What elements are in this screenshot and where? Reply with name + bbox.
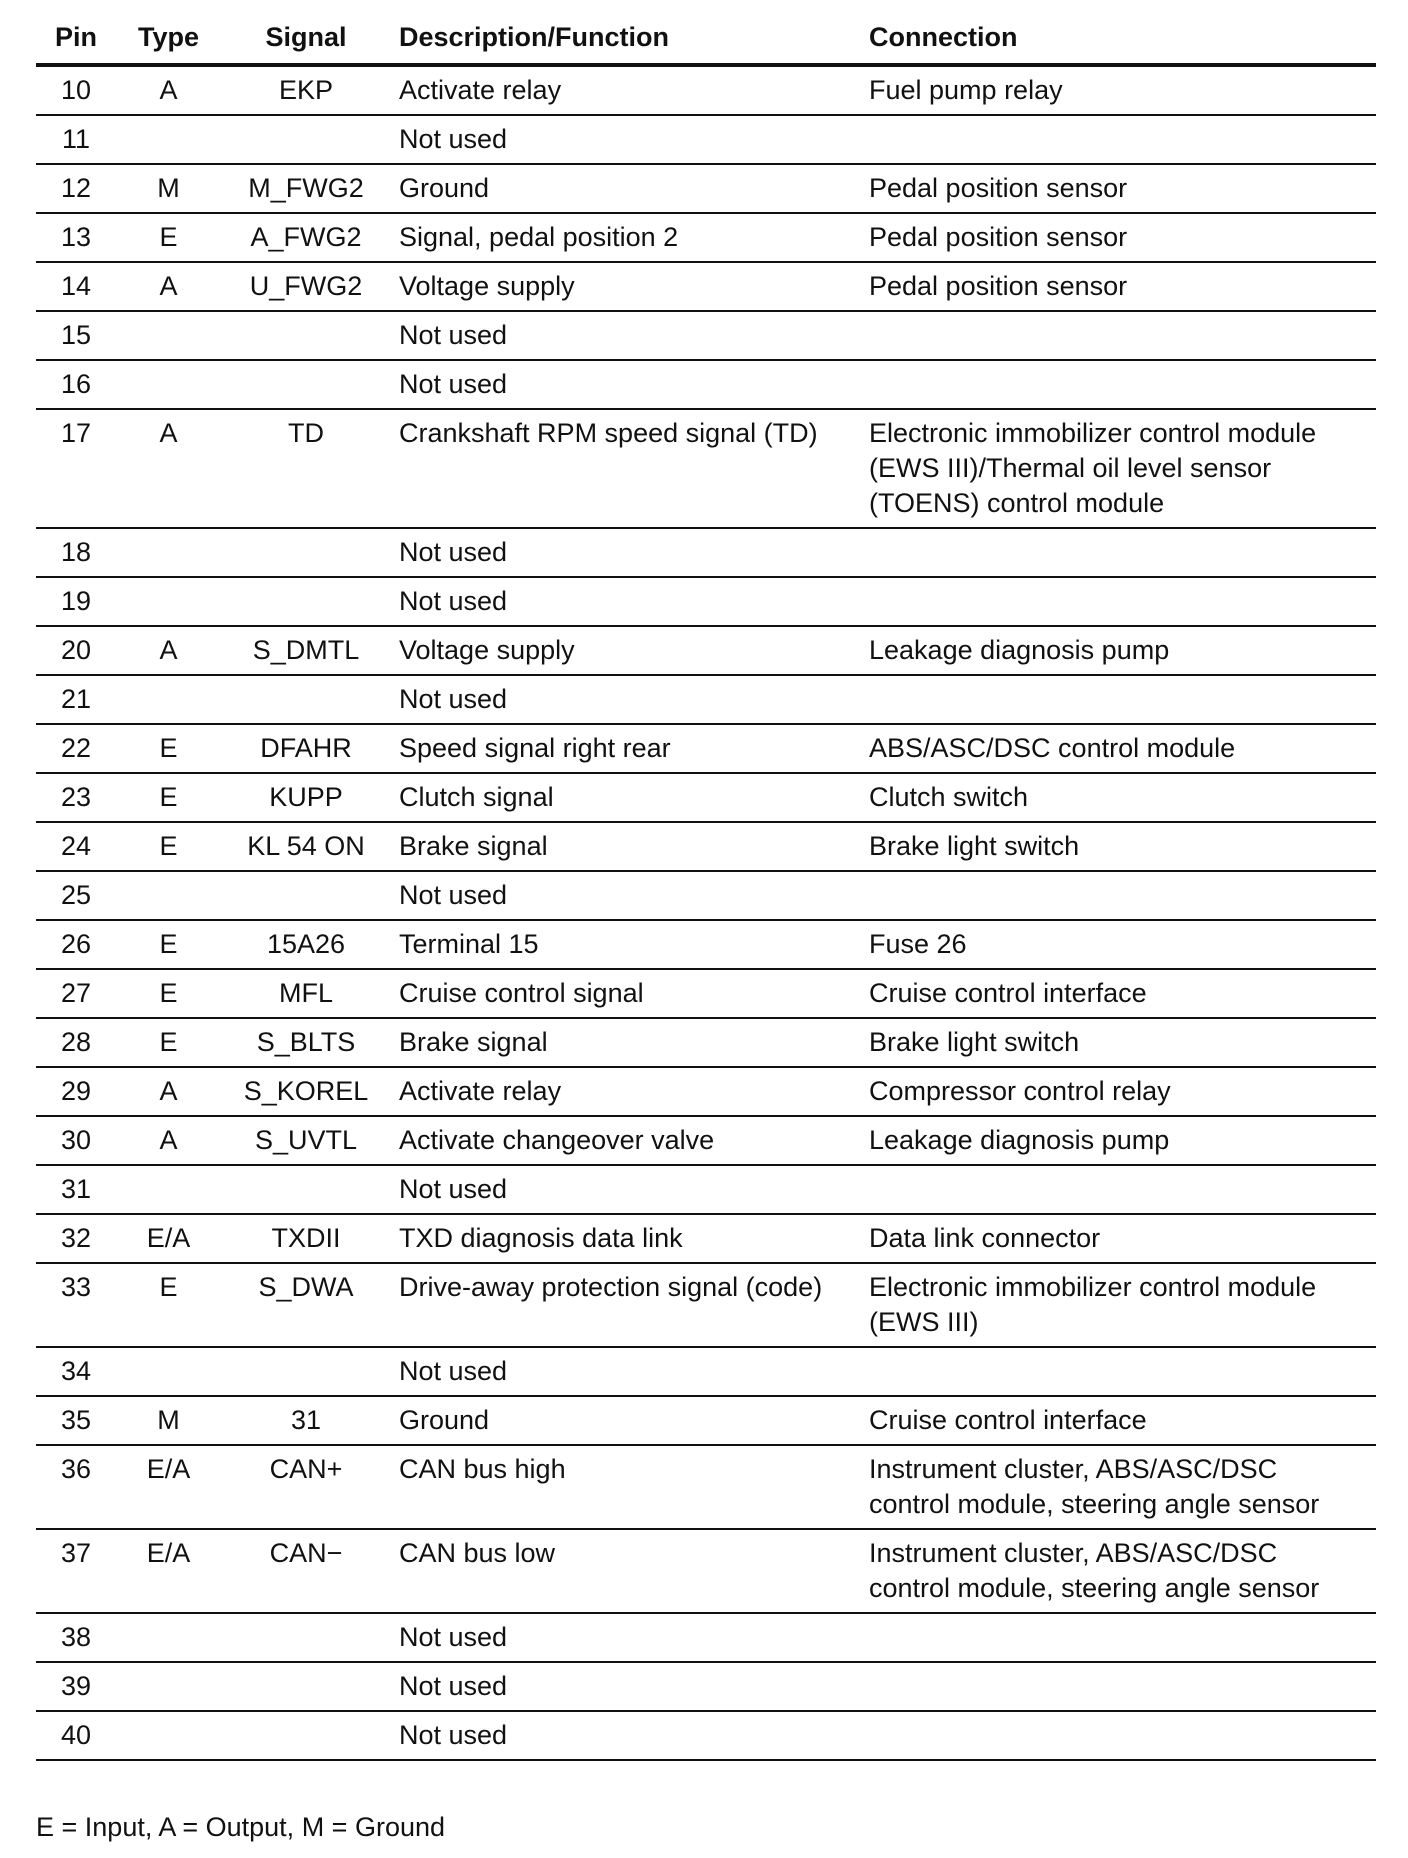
cell-signal: CAN− [221, 1529, 391, 1613]
cell-signal [221, 1165, 391, 1214]
cell-description: Not used [391, 360, 861, 409]
cell-signal: A_FWG2 [221, 213, 391, 262]
table-row [36, 1347, 1376, 1396]
cell-connection: Leakage diagnosis pump [861, 626, 1376, 675]
table-row [36, 920, 1376, 969]
cell-description: Not used [391, 871, 861, 920]
cell-connection: Brake light switch [861, 822, 1376, 871]
cell-type: A [116, 409, 221, 528]
cell-pin: 37 [36, 1529, 116, 1613]
cell-connection: Leakage diagnosis pump [861, 1116, 1376, 1165]
cell-description: Ground [391, 1396, 861, 1445]
cell-type: A [116, 1067, 221, 1116]
cell-type: A [116, 262, 221, 311]
cell-connection: Instrument cluster, ABS/ASC/DSC control module, steering angle sensor [861, 1445, 1376, 1529]
cell-type: E [116, 724, 221, 773]
table-row [36, 1396, 1376, 1445]
cell-connection: Fuel pump relay [861, 65, 1376, 115]
cell-description: Voltage supply [391, 626, 861, 675]
table-row [36, 1214, 1376, 1263]
cell-pin: 19 [36, 577, 116, 626]
cell-connection: Instrument cluster, ABS/ASC/DSC control module, steering angle sensor [861, 1529, 1376, 1613]
cell-signal: 15A26 [221, 920, 391, 969]
cell-description: Not used [391, 1662, 861, 1711]
cell-description: Activate relay [391, 65, 861, 115]
cell-connection: Pedal position sensor [861, 164, 1376, 213]
cell-connection [861, 528, 1376, 577]
cell-description: Not used [391, 1347, 861, 1396]
cell-connection: Fuse 26 [861, 920, 1376, 969]
cell-connection: Electronic immobilizer control module (EWS III)/Thermal oil level sensor (TOENS) control module [861, 409, 1376, 528]
table-row [36, 675, 1376, 724]
table-row [36, 1662, 1376, 1711]
legend-footnote: E = Input, A = Output, M = Ground [36, 1812, 446, 1842]
header-type: Type [116, 8, 221, 65]
table-row [36, 969, 1376, 1018]
cell-connection: Brake light switch [861, 1018, 1376, 1067]
cell-type: E [116, 920, 221, 969]
cell-pin: 35 [36, 1396, 116, 1445]
cell-signal: S_BLTS [221, 1018, 391, 1067]
cell-signal: U_FWG2 [221, 262, 391, 311]
table-row [36, 1067, 1376, 1116]
table-row [36, 262, 1376, 311]
cell-description: Not used [391, 1711, 861, 1760]
cell-pin: 29 [36, 1067, 116, 1116]
cell-signal: CAN+ [221, 1445, 391, 1529]
cell-connection: Pedal position sensor [861, 213, 1376, 262]
cell-connection [861, 360, 1376, 409]
cell-connection: Pedal position sensor [861, 262, 1376, 311]
cell-type: E [116, 773, 221, 822]
table-row [36, 213, 1376, 262]
cell-connection [861, 675, 1376, 724]
cell-connection: Compressor control relay [861, 1067, 1376, 1116]
cell-type [116, 871, 221, 920]
table-row [36, 822, 1376, 871]
cell-pin: 38 [36, 1613, 116, 1662]
cell-pin: 26 [36, 920, 116, 969]
cell-pin: 33 [36, 1263, 116, 1347]
cell-connection: Data link connector [861, 1214, 1376, 1263]
cell-pin: 28 [36, 1018, 116, 1067]
cell-signal: S_DMTL [221, 626, 391, 675]
cell-signal [221, 1711, 391, 1760]
cell-connection [861, 1347, 1376, 1396]
cell-type [116, 115, 221, 164]
cell-pin: 22 [36, 724, 116, 773]
header-description: Description/Function [391, 8, 861, 65]
cell-connection: Cruise control interface [861, 969, 1376, 1018]
cell-description: Drive-away protection signal (code) [391, 1263, 861, 1347]
header-connection: Connection [861, 8, 1376, 65]
cell-connection [861, 1711, 1376, 1760]
cell-description: Speed signal right rear [391, 724, 861, 773]
cell-type [116, 1711, 221, 1760]
table-row [36, 1445, 1376, 1529]
cell-pin: 16 [36, 360, 116, 409]
cell-type [116, 577, 221, 626]
cell-pin: 31 [36, 1165, 116, 1214]
table-row [36, 528, 1376, 577]
table-row [36, 626, 1376, 675]
cell-type: A [116, 626, 221, 675]
cell-type [116, 1347, 221, 1396]
cell-pin: 27 [36, 969, 116, 1018]
cell-description: Activate changeover valve [391, 1116, 861, 1165]
cell-description: Not used [391, 675, 861, 724]
cell-pin: 18 [36, 528, 116, 577]
cell-connection [861, 1662, 1376, 1711]
table-header-row [36, 8, 1376, 65]
table-row [36, 773, 1376, 822]
header-signal: Signal [221, 8, 391, 65]
cell-pin: 32 [36, 1214, 116, 1263]
cell-type: E/A [116, 1445, 221, 1529]
table-row [36, 1116, 1376, 1165]
cell-connection: ABS/ASC/DSC control module [861, 724, 1376, 773]
cell-pin: 21 [36, 675, 116, 724]
cell-description: Not used [391, 528, 861, 577]
cell-description: CAN bus low [391, 1529, 861, 1613]
cell-description: Cruise control signal [391, 969, 861, 1018]
cell-description: Signal, pedal position 2 [391, 213, 861, 262]
cell-signal [221, 528, 391, 577]
table-row [36, 360, 1376, 409]
cell-description: Activate relay [391, 1067, 861, 1116]
cell-signal [221, 1347, 391, 1396]
cell-description: CAN bus high [391, 1445, 861, 1529]
table-row [36, 409, 1376, 528]
table-row [36, 577, 1376, 626]
cell-signal: DFAHR [221, 724, 391, 773]
cell-description: Not used [391, 1613, 861, 1662]
table-row [36, 1711, 1376, 1760]
cell-description: Ground [391, 164, 861, 213]
cell-connection: Clutch switch [861, 773, 1376, 822]
cell-type [116, 528, 221, 577]
table-row [36, 164, 1376, 213]
cell-pin: 40 [36, 1711, 116, 1760]
cell-signal: S_DWA [221, 1263, 391, 1347]
table-row [36, 311, 1376, 360]
cell-signal [221, 115, 391, 164]
cell-description: Voltage supply [391, 262, 861, 311]
cell-pin: 30 [36, 1116, 116, 1165]
cell-signal: EKP [221, 65, 391, 115]
cell-connection [861, 577, 1376, 626]
cell-signal: MFL [221, 969, 391, 1018]
cell-type: E [116, 822, 221, 871]
cell-description: Brake signal [391, 822, 861, 871]
cell-signal: TXDII [221, 1214, 391, 1263]
table-row [36, 724, 1376, 773]
cell-pin: 23 [36, 773, 116, 822]
cell-type [116, 675, 221, 724]
cell-description: Not used [391, 1165, 861, 1214]
cell-pin: 17 [36, 409, 116, 528]
cell-connection [861, 311, 1376, 360]
cell-type: E [116, 1263, 221, 1347]
cell-signal: S_KOREL [221, 1067, 391, 1116]
cell-signal [221, 675, 391, 724]
cell-signal [221, 311, 391, 360]
cell-connection [861, 1165, 1376, 1214]
cell-description: Terminal 15 [391, 920, 861, 969]
cell-signal: M_FWG2 [221, 164, 391, 213]
cell-type: E [116, 213, 221, 262]
cell-type: M [116, 164, 221, 213]
cell-signal [221, 871, 391, 920]
cell-type: E/A [116, 1529, 221, 1613]
cell-type [116, 360, 221, 409]
header-pin: Pin [36, 8, 116, 65]
cell-type [116, 311, 221, 360]
cell-signal: TD [221, 409, 391, 528]
cell-connection: Cruise control interface [861, 1396, 1376, 1445]
cell-pin: 20 [36, 626, 116, 675]
cell-type: M [116, 1396, 221, 1445]
cell-type [116, 1613, 221, 1662]
table-row [36, 871, 1376, 920]
pin-assignment-table [36, 8, 1376, 1761]
cell-signal [221, 1662, 391, 1711]
cell-pin: 25 [36, 871, 116, 920]
table-row [36, 1613, 1376, 1662]
cell-signal: S_UVTL [221, 1116, 391, 1165]
cell-pin: 11 [36, 115, 116, 164]
cell-connection [861, 115, 1376, 164]
cell-pin: 13 [36, 213, 116, 262]
cell-pin: 24 [36, 822, 116, 871]
cell-description: Not used [391, 311, 861, 360]
table-body [36, 65, 1376, 1760]
cell-pin: 34 [36, 1347, 116, 1396]
cell-description: Crankshaft RPM speed signal (TD) [391, 409, 861, 528]
cell-signal [221, 1613, 391, 1662]
cell-signal: KL 54 ON [221, 822, 391, 871]
cell-pin: 12 [36, 164, 116, 213]
table-row [36, 65, 1376, 115]
cell-pin: 15 [36, 311, 116, 360]
cell-signal: 31 [221, 1396, 391, 1445]
cell-type: A [116, 65, 221, 115]
cell-type: E/A [116, 1214, 221, 1263]
table-row [36, 1165, 1376, 1214]
cell-signal [221, 360, 391, 409]
cell-type: E [116, 969, 221, 1018]
cell-pin: 14 [36, 262, 116, 311]
table-row [36, 1529, 1376, 1613]
cell-connection [861, 871, 1376, 920]
cell-connection [861, 1613, 1376, 1662]
cell-signal: KUPP [221, 773, 391, 822]
table-row [36, 1263, 1376, 1347]
cell-description: Not used [391, 577, 861, 626]
cell-pin: 36 [36, 1445, 116, 1529]
cell-signal [221, 577, 391, 626]
cell-type [116, 1165, 221, 1214]
cell-description: Not used [391, 115, 861, 164]
table-row [36, 115, 1376, 164]
cell-pin: 39 [36, 1662, 116, 1711]
cell-description: Brake signal [391, 1018, 861, 1067]
cell-type: E [116, 1018, 221, 1067]
cell-type [116, 1662, 221, 1711]
table-row [36, 1018, 1376, 1067]
cell-description: Clutch signal [391, 773, 861, 822]
cell-description: TXD diagnosis data link [391, 1214, 861, 1263]
cell-type: A [116, 1116, 221, 1165]
cell-connection: Electronic immobilizer control module (EWS III) [861, 1263, 1376, 1347]
cell-pin: 10 [36, 65, 116, 115]
